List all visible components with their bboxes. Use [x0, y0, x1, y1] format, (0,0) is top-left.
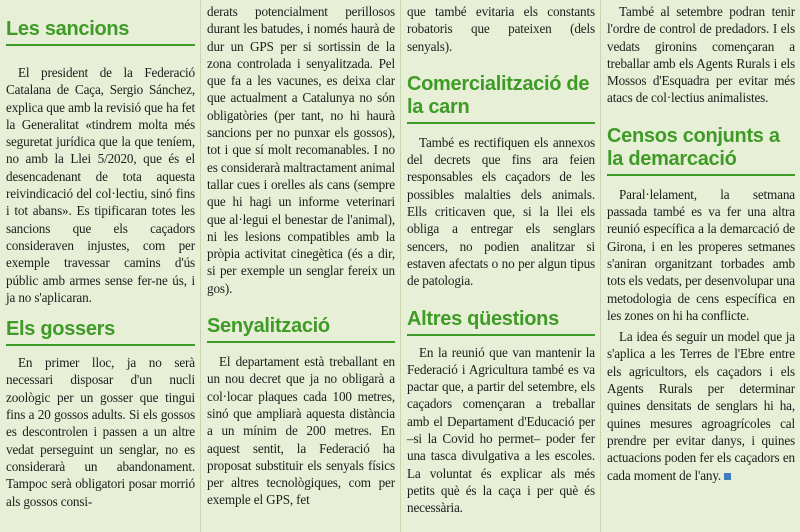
end-of-article-mark [724, 473, 731, 480]
heading-rule [207, 341, 395, 343]
heading-rule [407, 334, 595, 336]
heading-els-gossers: Els gossers [6, 318, 115, 341]
heading-rule [6, 44, 195, 46]
paragraph: En primer lloc, ja no serà necessari disposar d'un nucli zoològic per un gosser que tingui fins a 20 gossos adults. Si els gossos es descontrolen i passen a un altre vedat perseguint un senglar, no es considerarà un abandonament. Tampoc serà obligatori posar morrió als gossos consi- [6, 355, 195, 509]
heading-comercialitzacio-de-la-carn: Comercialització de la carn [407, 72, 590, 118]
paragraph: També al setembre podran tenir l'ordre de control de predadors. I els vedats gironins començaran a treballar amb els Agents Rurals i els Mossos d'Esquadra per evitar més atacs de col·lectius animalistes. [607, 4, 795, 106]
paragraph: Paral·lelament, la setmana passada també es va fer una altra reunió específica a la demarcació de Girona, i en les properes setmanes s'aniran organitzant torbades amb tots els vedats, per desenvolupar una metodologia de cens específica en les zones on hi ha conflicte. [607, 186, 795, 323]
heading-rule [407, 122, 595, 124]
column-2 [200, 0, 400, 532]
column-3 [400, 0, 600, 532]
heading-rule [6, 344, 195, 346]
column-4 [600, 0, 800, 532]
paragraph: derats potencialment perillosos durant les batudes, i només haurà de dur un GPS per si sortissin de la zona controlada i senyalitzada. Pel que fa a les vacunes, es deixa clar que actualment a Catalunya no són obligatòries (per tant, no hi haurà sancions per no punxar els gossos), tot i que sí molt recomanables. I no es considerarà maltractament animal tallar cues i orelles als cans (sempre que hi hagi un informe veterinari que al·legui el benestar de l'animal), ni les lesions compatibles amb la pròpia activitat cinegètica (és a dir, si per exemple un senglar fereix un gos). [207, 4, 395, 296]
heading-les-sancions: Les sancions [6, 18, 130, 40]
heading-rule [607, 174, 795, 176]
paragraph-text: La idea és seguir un model que ja s'aplica a les Terres de l'Ebre entre els agricultors, els caçadors i els Agents Rurals per determinar quines densitats de senglars hi ha, quines mesures agroagrícoles cal prendre per evitar danys, i quines actuacions poden fer els caçadors en cada moment de l'any. [607, 329, 795, 483]
heading-senyalitzacio: Senyalització [207, 315, 330, 338]
column-1 [0, 0, 200, 532]
paragraph: També es rectifiquen els annexos del decrets que fins ara feien responsables els caçadors de les possibles malalties dels animals. Ells criticaven que, si la llei els obliga a entregar els senglars sencers, no podien analitzar si estaven afectats o no per algun tipus de patologia. [407, 134, 595, 289]
paragraph: En la reunió que van mantenir la Federació i Agricultura també es va pactar que, a partir del setembre, els caçadors començaran a treballar amb el Departament d'Educació per –si la Covid ho permet– poder fer una tasca divulgativa a les escoles. La voluntat és explicar als més petits què és la caça i per què és necessària. [407, 344, 595, 516]
paragraph: que també evitaria els constants robatoris que pateixen (dels senyals). [407, 4, 595, 54]
paragraph: El president de la Federació Catalana de Caça, Sergio Sánchez, explica que amb la revisió que ha fet la Generalitat «tindrem molta més seguretat jurídica que la que teníem, no amb la Llei 5/2020, que és el desencadenant de tota aquesta reivindicació del col·lectiu, sinó fins i tot abans». Es tipificaran totes les sancions que els caçadors consideraven injustes, com per exemple travessar camins d'ús públic amb armes sense fer-ne ús, i ja no s'aplicaran. [6, 65, 195, 305]
heading-altres-questions: Altres qüestions [407, 307, 559, 330]
paragraph [607, 328, 795, 484]
paragraph: El departament està treballant en un nou decret que ja no obligarà a col·locar plaques cada 100 metres, sinó que ampliarà aquesta distància a un mínim de 200 metres. En aquest sentit, la Federació ha proposat substituir els senyals físics per altres tecnològiques, com per exemple el GPS, fet [207, 354, 395, 508]
heading-censos-conjunts: Censos conjunts a la demarcació [607, 124, 780, 170]
